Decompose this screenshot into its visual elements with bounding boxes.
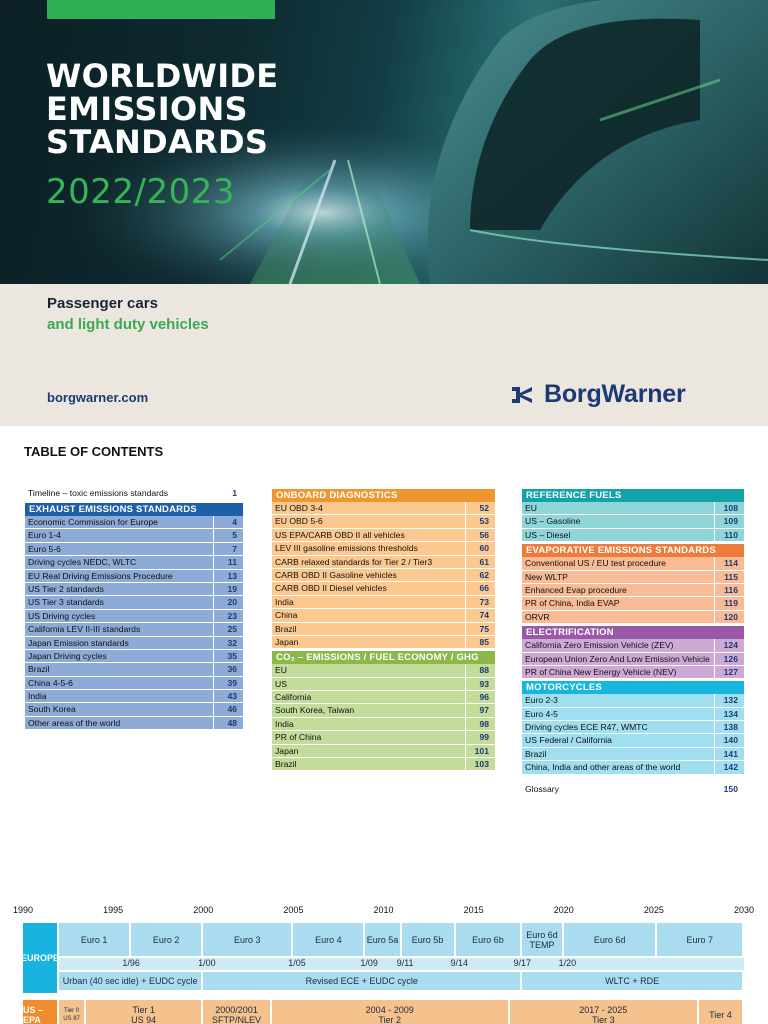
toc-entry-label: US – Diesel (525, 529, 571, 540)
toc-section-header: REFERENCE FUELS (522, 489, 744, 502)
toc-entry-label: Euro 2-3 (525, 695, 558, 706)
toc-entry[interactable] (522, 653, 744, 666)
toc-entry-page: 66 (465, 582, 495, 594)
europe-stage: Euro 2 (131, 923, 201, 956)
toc-entry-label: Brazil (525, 748, 547, 759)
toc-entry[interactable] (522, 529, 744, 542)
toc-entry[interactable] (272, 556, 495, 569)
toc-entry-label: Driving cycles ECE R47, WMTC (525, 722, 648, 733)
toc-entry-page: 13 (213, 570, 243, 582)
toc-entry-page: 103 (465, 758, 495, 770)
toc-entry[interactable] (272, 745, 495, 758)
toc-entry[interactable] (522, 515, 744, 528)
toc-entry-label: China (275, 610, 298, 621)
toc-entry[interactable] (522, 557, 744, 570)
toc-entry-label: PR of China, India EVAP (525, 598, 620, 609)
toc-entry[interactable] (25, 516, 243, 529)
toc-entry-page: 23 (213, 610, 243, 622)
toc-entry[interactable] (25, 610, 243, 623)
toc-entry-page: 88 (465, 664, 495, 676)
toc-entry[interactable] (522, 611, 744, 624)
toc-entry-label: India (275, 718, 294, 729)
toc-entry-page: 134 (714, 708, 744, 720)
toc-entry-label: Enhanced Evap procedure (525, 584, 627, 595)
europe-stage-date: 1/00 (198, 958, 216, 968)
toc-entry-page: 46 (213, 703, 243, 715)
toc-entry-page: 60 (465, 542, 495, 554)
toc-entry-label: India (28, 691, 47, 702)
title-line-1: WORLDWIDE (46, 57, 279, 95)
toc-entry-page: 109 (714, 515, 744, 527)
subtitle-light-duty: and light duty vehicles (47, 316, 209, 333)
toc-column-1 (25, 485, 243, 730)
toc-entry-label: US – Gasoline (525, 516, 581, 527)
us-epa-stage: Tier 4 (699, 1000, 742, 1024)
toc-section-header: ELECTRIFICATION (522, 626, 744, 639)
europe-stage-date: 1/96 (122, 958, 140, 968)
toc-entry-label: Euro 1-4 (28, 530, 61, 541)
toc-entry-label: US Driving cycles (28, 610, 96, 621)
toc-entry-page: 73 (465, 596, 495, 608)
toc-entry-page: 35 (213, 650, 243, 662)
toc-entry-label: Japan Emission standards (28, 637, 129, 648)
toc-entry-page: 75 (465, 623, 495, 635)
toc-entry-page: 20 (213, 596, 243, 608)
borgwarner-logo-icon (510, 383, 534, 407)
us-epa-stage: Tier 1 US 94 (86, 1000, 201, 1024)
toc-entry-page: 52 (465, 502, 495, 514)
toc-entry-label: PR of China (275, 732, 322, 743)
tier0-text: Tier 0 (64, 1008, 80, 1014)
toc-entry-page: 97 (465, 704, 495, 716)
toc-entry-label: Japan (275, 745, 299, 756)
emissions-timeline (0, 905, 768, 1024)
toc-entry-page: 56 (465, 529, 495, 541)
toc-entry-label: LEV III gasoline emissions thresholds (275, 543, 418, 554)
toc-entry[interactable] (522, 761, 744, 774)
toc-entry-label: India (275, 596, 294, 607)
toc-entry-page: 108 (714, 502, 744, 514)
europe-test-cycle: Urban (40 sec idle) + EUDC cycle (59, 972, 201, 990)
us-epa-stage: 2000/2001 SFTP/NLEV (203, 1000, 269, 1024)
europe-stage: Euro 5a (365, 923, 399, 956)
europe-test-cycle: Revised ECE + EUDC cycle (203, 972, 520, 990)
title-line-2: EMISSIONS (46, 90, 248, 128)
toc-entry[interactable] (522, 666, 744, 679)
toc-entry[interactable] (272, 502, 495, 515)
timeline-year-label: 2015 (463, 905, 484, 915)
toc-entry[interactable] (272, 569, 495, 582)
toc-entry-page: 127 (714, 666, 744, 678)
toc-entry-label: EU Real Driving Emissions Procedure (28, 570, 173, 581)
accent-bar (47, 0, 275, 19)
toc-entry-page: 115 (714, 571, 744, 583)
toc-entry-label: EU OBD 5-6 (275, 516, 323, 527)
website-link[interactable]: borgwarner.com (47, 390, 149, 405)
toc-entry[interactable] (272, 691, 495, 704)
toc-section-header: ONBOARD DIAGNOSTICS (272, 489, 495, 502)
toc-entry-page: 74 (465, 609, 495, 621)
toc-entry[interactable] (272, 582, 495, 595)
toc-entry[interactable] (272, 529, 495, 542)
timeline-year-label: 2020 (553, 905, 574, 915)
toc-entry-page: 48 (213, 717, 243, 729)
toc-entry-label: EU (275, 665, 287, 676)
toc-entry-page: 138 (714, 721, 744, 733)
toc-entry[interactable] (25, 637, 243, 650)
toc-entry-label: US Tier 2 standards (28, 583, 104, 594)
toc-entry[interactable] (272, 609, 495, 622)
toc-entry-label: California (275, 692, 312, 703)
toc-entry-label: Brazil (28, 664, 50, 675)
toc-entry-page: 25 (213, 623, 243, 635)
toc-entry-label: CARB relaxed standards for Tier 2 / Tier3 (275, 556, 433, 567)
toc-entry[interactable] (25, 650, 243, 663)
europe-stage-date: 1/20 (558, 958, 577, 968)
europe-test-cycle: WLTC + RDE (522, 972, 742, 990)
toc-entry[interactable] (25, 583, 243, 596)
toc-entry-page: 98 (465, 718, 495, 730)
toc-entry[interactable] (25, 690, 243, 703)
toc-entry-label: Other areas of the world (28, 717, 121, 728)
europe-stage: Euro 4 (293, 923, 363, 956)
toc-entry-page: 141 (714, 748, 744, 760)
subtitle-band (0, 284, 768, 426)
toc-entry-label: Economic Commission for Europe (28, 517, 158, 527)
toc-entry-page: 7 (213, 543, 243, 555)
toc-entry-page: 126 (714, 653, 744, 665)
europe-stage-date: 1/05 (288, 958, 306, 968)
us-epa-stage: 2017 - 2025 Tier 3 (510, 1000, 697, 1024)
toc-entry-page: 5 (213, 529, 243, 541)
toc-entry[interactable] (272, 636, 495, 649)
europe-stage: Euro 6d (564, 923, 656, 956)
toc-section-header: MOTORCYCLES (522, 681, 744, 694)
toc-entry[interactable] (25, 717, 243, 730)
timeline-year-label: 2010 (373, 905, 394, 915)
edition-year: 2022/2023 (46, 172, 236, 212)
toc-entry-label: European Union Zero And Low Emission Vehicle (525, 653, 710, 664)
toc-entry[interactable] (272, 623, 495, 636)
toc-entry[interactable] (272, 664, 495, 677)
toc-entry-page: 101 (465, 745, 495, 757)
toc-entry[interactable] (272, 731, 495, 744)
toc-entry-label: US Federal / California (525, 735, 612, 746)
toc-entry-label: Timeline – toxic emissions standards (28, 488, 169, 498)
toc-entry-label: Driving cycles NEDC, WLTC (28, 557, 137, 568)
toc-entry-label: Brazil (275, 759, 297, 770)
document-title (46, 57, 346, 161)
toc-entry-page: 85 (465, 636, 495, 648)
title-line-3: STANDARDS (46, 123, 269, 161)
toc-entry[interactable] (25, 543, 243, 556)
toc-section-header: EVAPORATIVE EMISSIONS STANDARDS (522, 544, 744, 557)
toc-entry-page: 53 (465, 515, 495, 527)
toc-entry[interactable] (522, 734, 744, 747)
toc-entry-page: 114 (714, 557, 744, 569)
toc-entry-page: 120 (714, 611, 744, 623)
toc-entry-page: 116 (714, 584, 744, 596)
toc-entry-page: 39 (213, 677, 243, 689)
europe-stage-date: 9/14 (450, 958, 468, 968)
toc-entry-label: Japan (275, 636, 299, 647)
logo-wordmark: BorgWarner (544, 380, 686, 408)
toc-entry-label: China 4-5-6 (28, 677, 73, 688)
europe-stage: Euro 5b (402, 923, 454, 956)
toc-entry-label: EU (525, 503, 537, 513)
toc-column-3 (522, 489, 744, 797)
toc-entry-label: Euro 5-6 (28, 543, 61, 554)
europe-stage: Euro 1 (59, 923, 129, 956)
toc-entry[interactable] (272, 542, 495, 555)
toc-entry-page: 36 (213, 663, 243, 675)
toc-entry[interactable] (522, 721, 744, 734)
toc-entry-page: 150 (723, 783, 738, 794)
toc-entry[interactable] (25, 703, 243, 716)
toc-title: TABLE OF CONTENTS (24, 444, 164, 459)
toc-entry[interactable] (272, 678, 495, 691)
toc-entry-page: 19 (213, 583, 243, 595)
toc-entry-page: 96 (465, 691, 495, 703)
toc-entry-page: 4 (213, 516, 243, 528)
toc-entry-label: US Tier 3 standards (28, 597, 104, 608)
toc-entry[interactable] (522, 571, 744, 584)
borgwarner-logo (510, 380, 686, 409)
toc-entry-page: 93 (465, 678, 495, 690)
subtitle-passenger-cars: Passenger cars (47, 295, 158, 312)
toc-entry-page: 32 (213, 637, 243, 649)
toc-entry[interactable] (25, 529, 243, 542)
toc-entry[interactable] (522, 694, 744, 707)
europe-stage: Euro 7 (657, 923, 742, 956)
toc-entry[interactable] (522, 584, 744, 597)
us-epa-stage: 2004 - 2009 Tier 2 (272, 1000, 508, 1024)
toc-entry-page: 110 (714, 529, 744, 541)
toc-column-2 (272, 489, 495, 771)
toc-entry-label: US (275, 678, 287, 689)
europe-stage-date: 9/11 (396, 958, 414, 968)
toc-entry[interactable] (272, 718, 495, 731)
toc-entry-label: Euro 4-5 (525, 708, 558, 719)
toc-section-header: EXHAUST EMISSIONS STANDARDS (25, 503, 243, 516)
toc-section-header: CO₂ – EMISSIONS / FUEL ECONOMY / GHG (272, 651, 495, 664)
toc-entry-page: 62 (465, 569, 495, 581)
toc-entry-label: PR of China New Energy Vehicle (NEV) (525, 666, 677, 677)
toc-entry-page: 132 (714, 694, 744, 706)
toc-entry-page: 142 (714, 761, 744, 773)
toc-entry[interactable] (272, 515, 495, 528)
toc-entry-label: CARB OBD II Diesel vehicles (275, 583, 387, 594)
hero-banner (0, 0, 768, 284)
toc-entry-page: 119 (714, 597, 744, 609)
toc-entry-label: Japan Driving cycles (28, 650, 107, 661)
toc-entry[interactable] (522, 639, 744, 652)
toc-entry-label: China, India and other areas of the world (525, 762, 681, 773)
europe-stage-date: 9/17 (513, 958, 532, 968)
toc-entry-label: ORVR (525, 611, 550, 622)
toc-entry[interactable] (25, 623, 243, 636)
toc-entry-label: California Zero Emission Vehicle (ZEV) (525, 640, 674, 651)
toc-entry[interactable] (522, 708, 744, 721)
toc-entry-label: Glossary (525, 783, 559, 794)
timeline-year-label: 1990 (12, 905, 34, 915)
europe-stage: Euro 6b (456, 923, 521, 956)
toc-entry[interactable] (522, 597, 744, 610)
tier0-text: US 87 (63, 1016, 80, 1022)
us-epa-tier0 (59, 1000, 84, 1024)
toc-entry-label: California LEV II-III standards (28, 624, 141, 635)
toc-entry-label: EU OBD 3-4 (275, 503, 323, 513)
us-epa-row-label: US – EPA (23, 1000, 57, 1024)
timeline-year-label: 2030 (733, 905, 755, 915)
toc-entry-label: Conventional US / EU test procedure (525, 558, 666, 569)
europe-stage: Euro 6d TEMP (522, 923, 561, 956)
toc-entry-label: CARB OBD II Gasoline vehicles (275, 569, 397, 580)
timeline-year-label: 2005 (283, 905, 304, 915)
europe-stage-date: 1/09 (360, 958, 378, 968)
europe-stage: Euro 3 (203, 923, 291, 956)
toc-entry[interactable] (25, 596, 243, 609)
europe-row-label: EUROPE (23, 923, 57, 993)
toc-entry-label: US EPA/CARB OBD II all vehicles (275, 529, 405, 540)
toc-entry[interactable] (25, 677, 243, 690)
toc-entry-label: New WLTP (525, 571, 568, 582)
toc-entry[interactable] (522, 748, 744, 761)
toc-entry[interactable] (25, 663, 243, 676)
toc-entry-page: 61 (465, 556, 495, 568)
timeline-year-label: 1995 (103, 905, 124, 915)
toc-entry-page: 99 (465, 731, 495, 743)
toc-entry[interactable] (272, 596, 495, 609)
toc-entry-page: 140 (714, 734, 744, 746)
toc-entry-page: 1 (232, 488, 237, 498)
toc-entry-label: South Korea (28, 704, 76, 715)
timeline-year-label: 2000 (193, 905, 214, 915)
toc-entry[interactable] (25, 570, 243, 583)
toc-entry-page: 43 (213, 690, 243, 702)
toc-entry[interactable] (272, 704, 495, 717)
toc-entry[interactable] (25, 485, 243, 501)
timeline-year-label: 2025 (643, 905, 664, 915)
toc-entry[interactable] (522, 781, 744, 797)
toc-entry-label: South Korea, Taiwan (275, 705, 355, 716)
toc-entry-page: 11 (213, 556, 243, 568)
toc-entry[interactable] (272, 758, 495, 771)
toc-entry-page: 124 (714, 639, 744, 651)
toc-entry-label: Brazil (275, 623, 297, 634)
toc-entry[interactable] (522, 502, 744, 515)
toc-entry[interactable] (25, 556, 243, 569)
